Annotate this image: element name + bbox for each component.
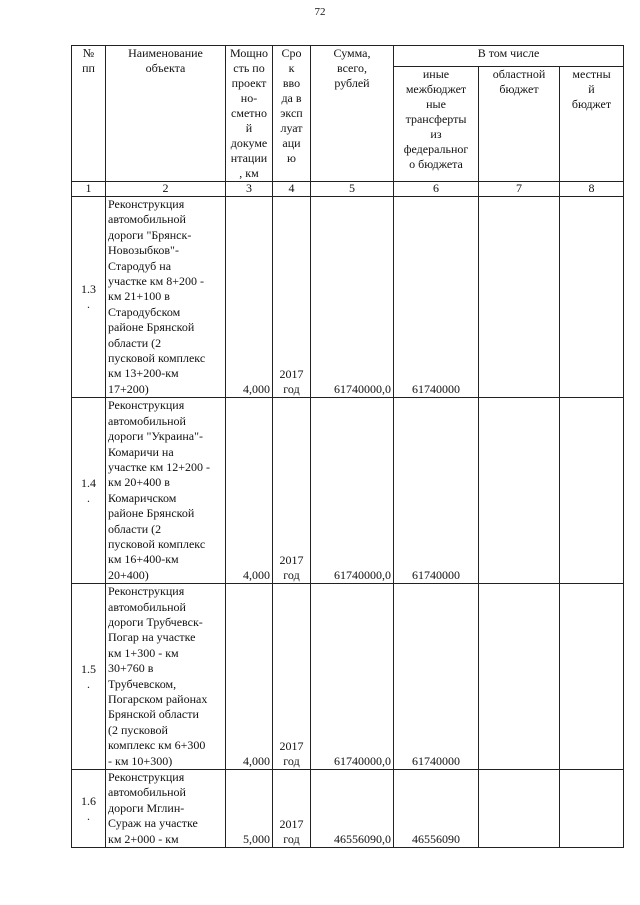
year-cell: 2017 год (273, 770, 311, 848)
column-number-row (72, 182, 624, 197)
object-name: Реконструкция автомобильной дороги Трубчевск- Погар на участке км 1+300 - км 30+760 в Трубчевском, Погарском районах Брянской области (2 пусковой комплекс км 6+300 - км 10+300) (106, 584, 226, 770)
row-index: 1.5 . (72, 584, 106, 770)
year-cell: 2017 год (273, 197, 311, 398)
header-col-4: Сро к вво да в эксп луат аци ю (273, 46, 311, 182)
page-number: 72 (314, 6, 326, 18)
total-cell: 46556090,0 (311, 770, 394, 848)
federal-cell: 61740000 (394, 197, 479, 398)
capacity-cell: 5,000 (226, 770, 273, 848)
total-cell: 61740000,0 (311, 398, 394, 584)
year-cell: 2017 год (273, 398, 311, 584)
capacity-cell: 4,000 (226, 584, 273, 770)
row-index: 1.3 . (72, 197, 106, 398)
header-group: В том числе (394, 46, 624, 67)
federal-cell: 46556090 (394, 770, 479, 848)
column-number: 2 (106, 182, 226, 197)
total-cell: 61740000,0 (311, 197, 394, 398)
budget-table (71, 45, 624, 848)
local-cell (560, 398, 624, 584)
total-cell: 61740000,0 (311, 584, 394, 770)
header-col-6: иные межбюджет ные трансферты из федеральног о бюджета (394, 67, 479, 182)
header-col-3: Мощно сть по проект но- сметно й докуме нтации , км (226, 46, 273, 182)
header-col-1: № пп (72, 46, 106, 182)
column-number: 7 (479, 182, 560, 197)
header-col-7: областной бюджет (479, 67, 560, 182)
federal-cell: 61740000 (394, 398, 479, 584)
column-number: 8 (560, 182, 624, 197)
column-number: 3 (226, 182, 273, 197)
column-number: 5 (311, 182, 394, 197)
header-col-2: Наименование объекта (106, 46, 226, 182)
capacity-cell: 4,000 (226, 197, 273, 398)
object-name: Реконструкция автомобильной дороги "Брянск- Новозыбков"- Стародуб на участке км 8+200 - км 21+100 в Стародубском районе Брянской области (2 пусковой комплекс км 13+200-км 17+200) (106, 197, 226, 398)
regional-cell (479, 770, 560, 848)
local-cell (560, 584, 624, 770)
regional-cell (479, 197, 560, 398)
local-cell (560, 770, 624, 848)
local-cell (560, 197, 624, 398)
table-row (72, 398, 624, 584)
capacity-cell: 4,000 (226, 398, 273, 584)
regional-cell (479, 584, 560, 770)
table-row (72, 584, 624, 770)
column-number: 4 (273, 182, 311, 197)
row-index: 1.6 . (72, 770, 106, 848)
column-number: 1 (72, 182, 106, 197)
table-row (72, 197, 624, 398)
object-name: Реконструкция автомобильной дороги "Украина"- Комаричи на участке км 12+200 - км 20+400 в Комаричском районе Брянской области (2 пусковой комплекс км 16+400-км 20+400) (106, 398, 226, 584)
regional-cell (479, 398, 560, 584)
year-cell: 2017 год (273, 584, 311, 770)
header-row-1 (72, 46, 624, 67)
federal-cell: 61740000 (394, 584, 479, 770)
header-col-8: местны й бюджет (560, 67, 624, 182)
column-number: 6 (394, 182, 479, 197)
row-index: 1.4 . (72, 398, 106, 584)
table-row (72, 770, 624, 848)
header-col-5: Сумма, всего, рублей (311, 46, 394, 182)
object-name: Реконструкция автомобильной дороги Мглин- Сураж на участке км 2+000 - км (106, 770, 226, 848)
